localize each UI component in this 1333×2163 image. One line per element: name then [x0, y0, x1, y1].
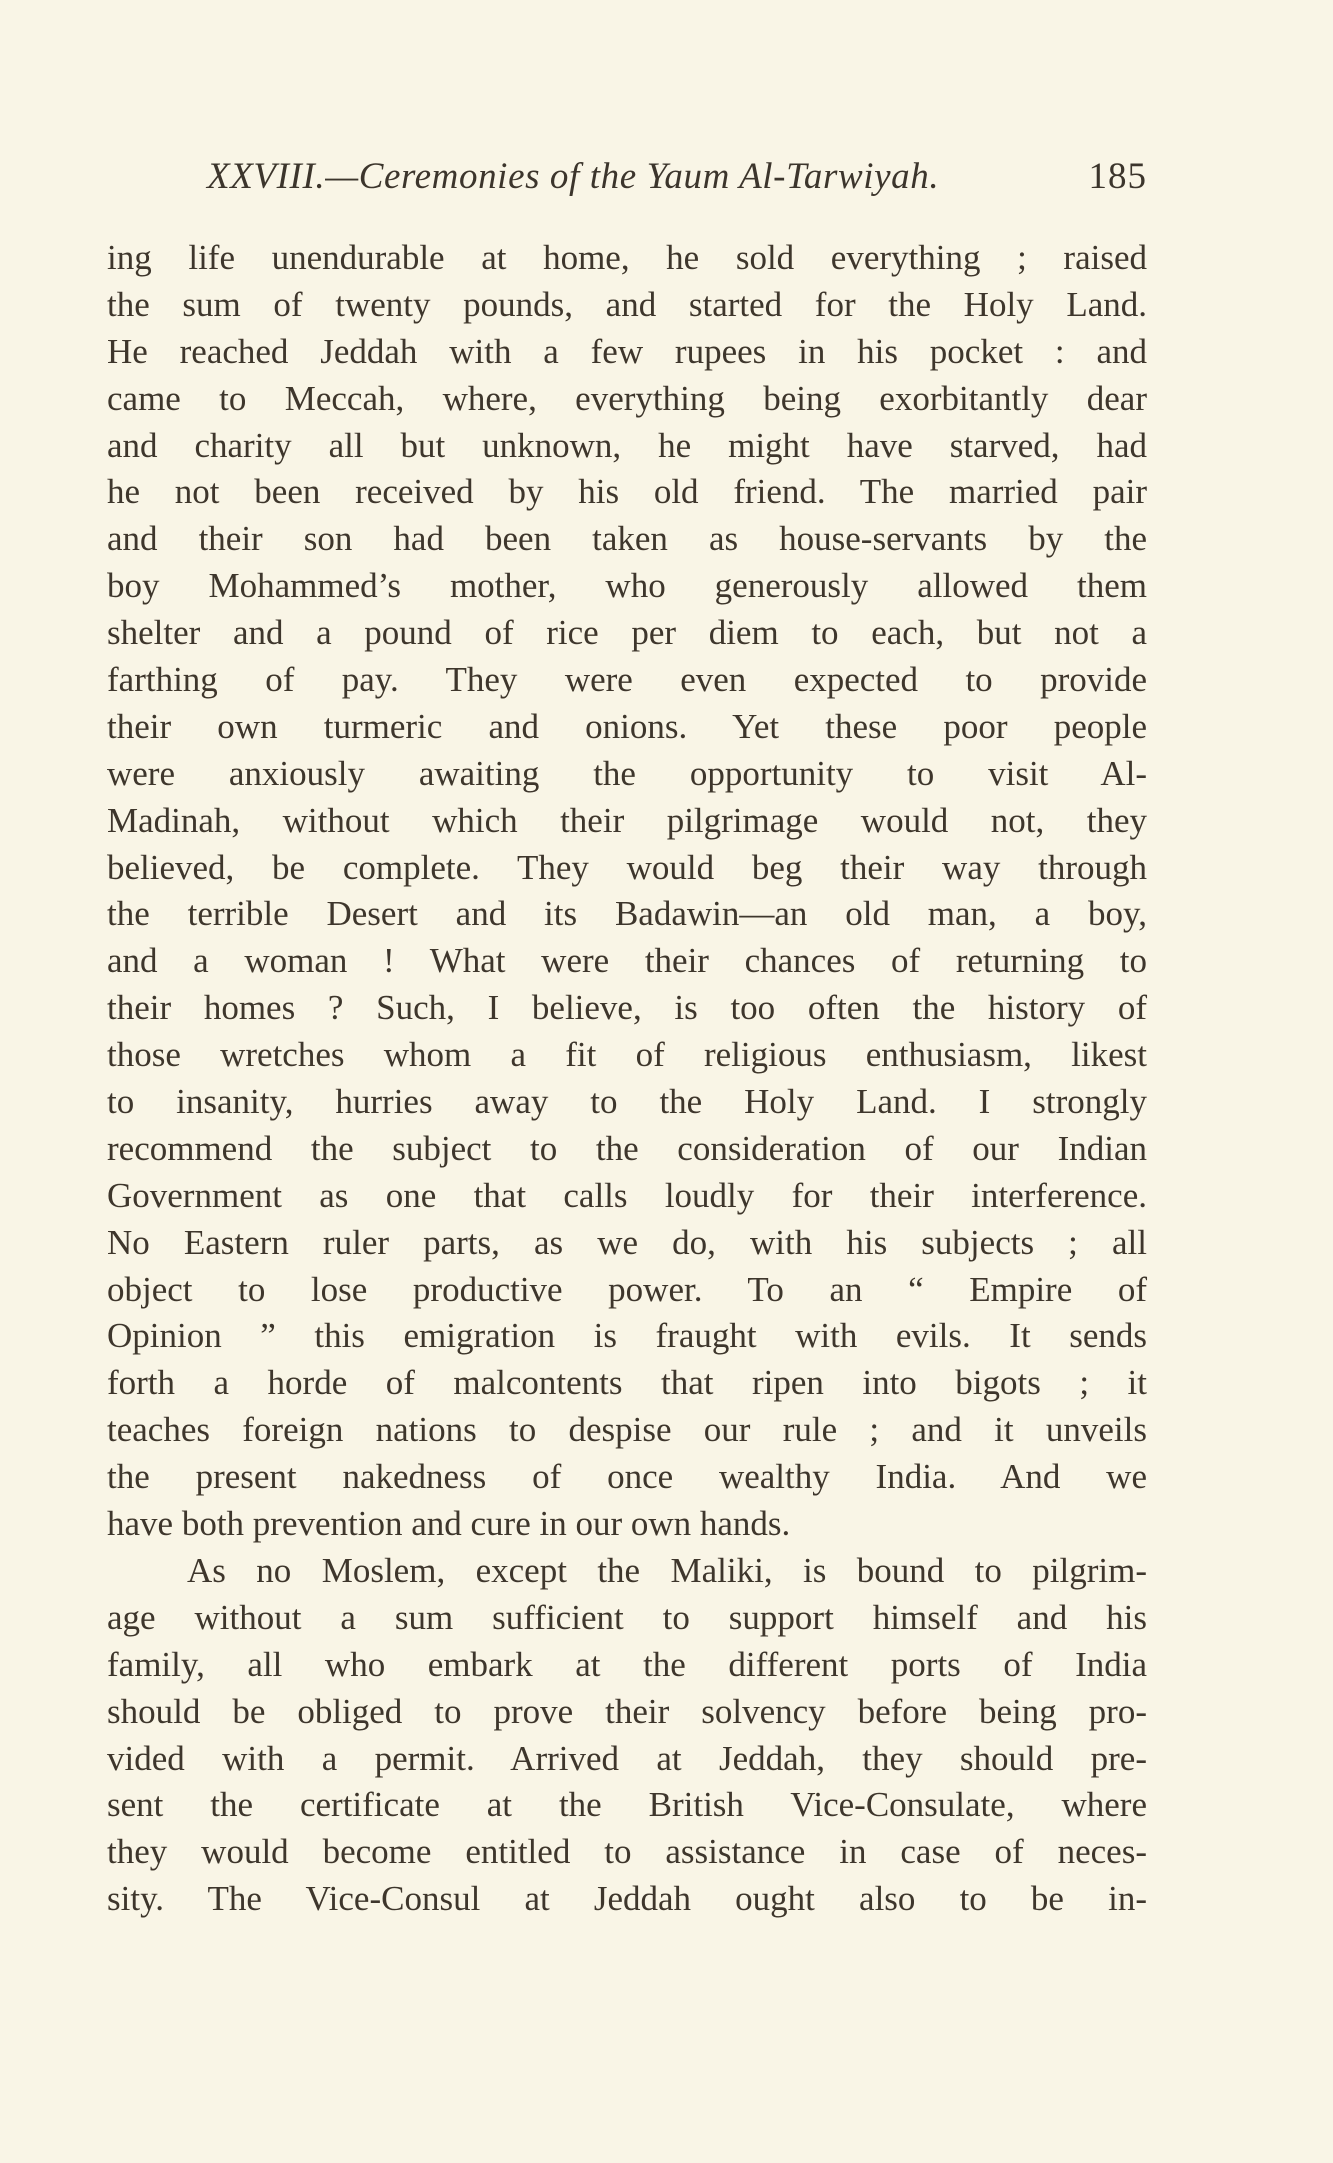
text-line: recommend the subject to the consideration of our Indian [107, 1128, 1147, 1168]
text-line: and a woman ! What were their chances of returning to [107, 941, 1147, 981]
text-line: age without a sum sufficient to support himself and his [107, 1597, 1147, 1637]
text-line: No Eastern ruler parts, as we do, with his subjects ; all [107, 1222, 1147, 1262]
text-line: to insanity, hurries away to the Holy Land. I strongly [107, 1082, 1147, 1122]
text-line: their own turmeric and onions. Yet these poor people [107, 706, 1147, 746]
text-line: He reached Jeddah with a few rupees in his pocket : and [107, 331, 1147, 371]
text-line: Madinah, without which their pilgrimage would not, they [107, 800, 1147, 840]
text-line: forth a horde of malcontents that ripen into bigots ; it [107, 1363, 1147, 1403]
text-line: should be obliged to prove their solvency before being pro- [107, 1691, 1147, 1731]
text-line: teaches foreign nations to despise our rule ; and it unveils [107, 1410, 1147, 1450]
text-line: ing life unendurable at home, he sold everything ; raised [107, 238, 1147, 277]
text-line: the terrible Desert and its Badawin—an old man, a boy, [107, 894, 1147, 934]
running-title: XXVIII.—Ceremonies of the Yaum Al-Tarwiyah. [207, 156, 940, 197]
text-line: farthing of pay. They were even expected to provide [107, 660, 1147, 700]
text-line: Government as one that calls loudly for their interference. [107, 1175, 1147, 1215]
text-line: those wretches whom a fit of religious enthusiasm, likest [107, 1035, 1147, 1075]
text-line: were anxiously awaiting the opportunity to visit Al- [107, 753, 1147, 793]
text-line: object to lose productive power. To an “ Empire of [107, 1269, 1147, 1309]
paragraph-first-line: As no Moslem, except the Maliki, is bound to pilgrim- [187, 1550, 1147, 1590]
text-line: and their son had been taken as house-servants by the [107, 519, 1147, 559]
text-line: and charity all but unknown, he might have starved, had [107, 425, 1147, 465]
text-line: their homes ? Such, I believe, is too often the history of [107, 988, 1147, 1028]
text-line: shelter and a pound of rice per diem to each, but not a [107, 613, 1147, 653]
body-text [107, 235, 1147, 1923]
text-line: family, all who embark at the different ports of India [107, 1644, 1147, 1684]
text-line: boy Mohammed’s mother, who generously allowed them [107, 566, 1147, 606]
text-line: Opinion ” this emigration is fraught with evils. It sends [107, 1316, 1147, 1356]
text-line: sent the certificate at the British Vice-Consulate, where [107, 1785, 1147, 1825]
text-line: vided with a permit. Arrived at Jeddah, they should pre- [107, 1738, 1147, 1778]
page-number: 185 [1088, 156, 1147, 197]
text-line: they would become entitled to assistance in case of neces- [107, 1832, 1147, 1872]
running-head [107, 152, 1147, 202]
text-line: he not been received by his old friend. The married pair [107, 472, 1147, 512]
text-line: the sum of twenty pounds, and started for the Holy Land. [107, 284, 1147, 324]
text-line: came to Meccah, where, everything being exorbitantly dear [107, 378, 1147, 418]
text-line: believed, be complete. They would beg their way through [107, 847, 1147, 887]
text-line: the present nakedness of once wealthy India. And we [107, 1457, 1147, 1497]
text-line: sity. The Vice-Consul at Jeddah ought also to be in- [107, 1879, 1147, 1919]
text-line: have both prevention and cure in our own hands. [107, 1504, 791, 1544]
